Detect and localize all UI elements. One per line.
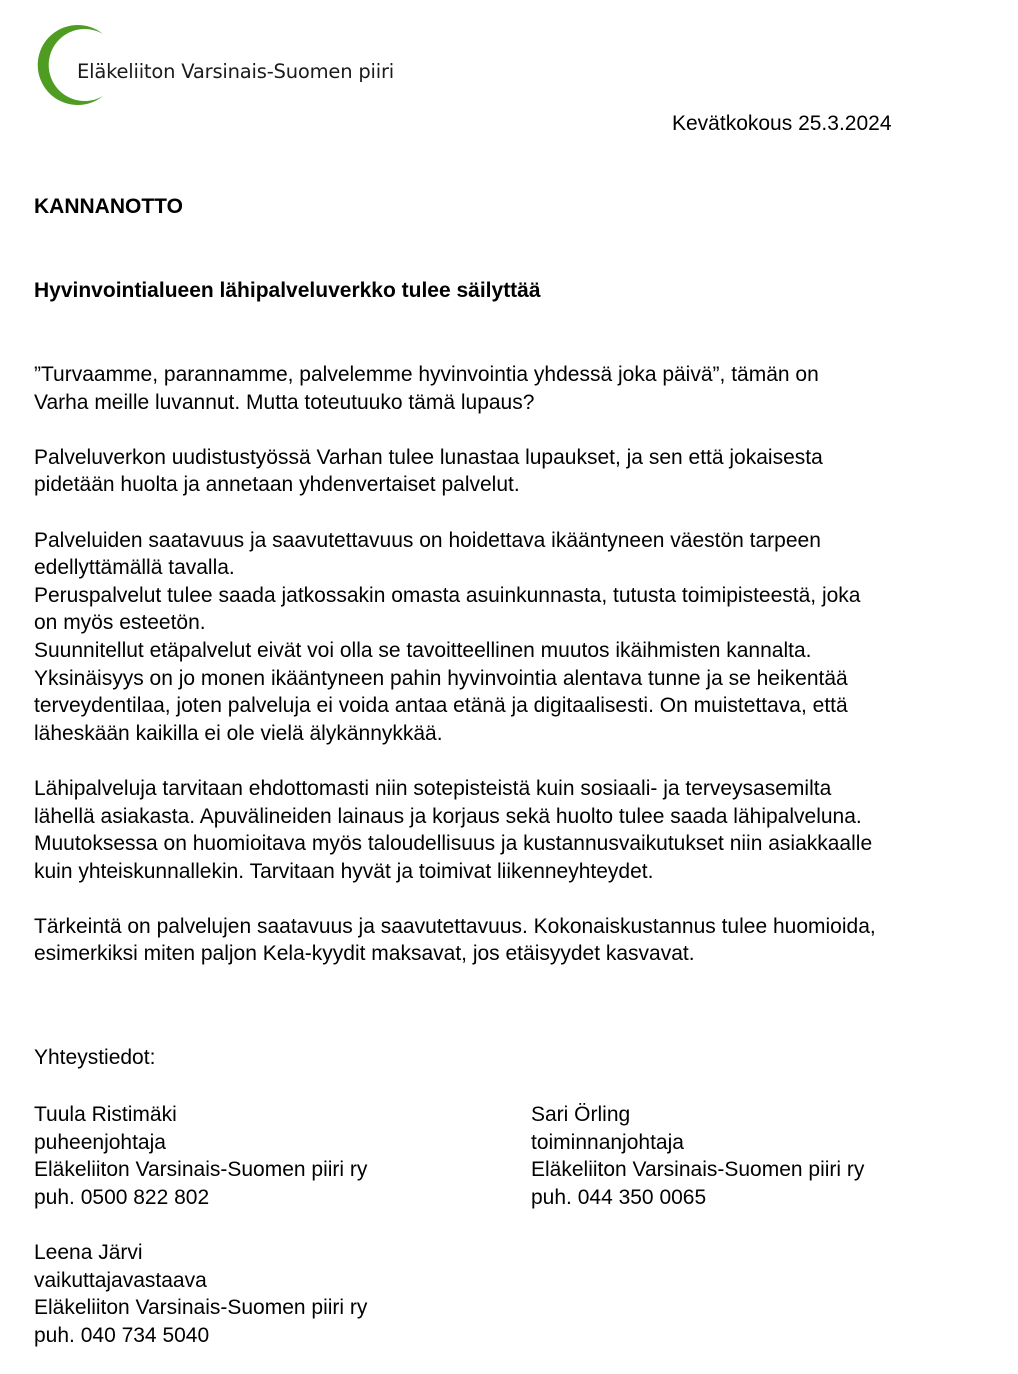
- meeting-date: Kevätkokous 25.3.2024: [672, 112, 892, 135]
- contact-organization: Eläkeliiton Varsinais-Suomen piiri ry: [531, 1158, 865, 1182]
- document-type: KANNANOTTO: [34, 195, 183, 218]
- text-line: edellyttämällä tavalla.: [34, 556, 235, 580]
- contact-phone: puh. 040 734 5040: [34, 1323, 210, 1347]
- contact-card: [531, 1101, 864, 1211]
- contact-role: vaikuttajavastaava: [34, 1268, 207, 1292]
- text-line: on myös esteetön.: [34, 611, 206, 635]
- paragraph-5: [34, 913, 1004, 968]
- text-line: pidetään huolta ja annetaan yhdenvertaiset palvelut.: [34, 473, 520, 497]
- document-headline: Hyvinvointialueen lähipalveluverkko tulee säilyttää: [34, 279, 541, 302]
- text-line: esimerkiksi miten paljon Kela-kyydit maksavat, jos etäisyydet kasvavat.: [34, 942, 695, 966]
- contact-card: [34, 1101, 367, 1211]
- text-line: Peruspalvelut tulee saada jatkossakin omasta asuinkunnasta, tutusta toimipisteestä, joka: [34, 583, 861, 607]
- contact-organization: Eläkeliiton Varsinais-Suomen piiri ry: [34, 1296, 368, 1320]
- text-line: Muutoksessa on huomioitava myös taloudellisuus ja kustannusvaikutukset niin asiakkaalle: [34, 832, 873, 856]
- contact-card: [34, 1239, 367, 1349]
- contact-role: toiminnanjohtaja: [531, 1130, 684, 1154]
- text-line: kuin yhteiskunnallekin. Tarvitaan hyvät ja toimivat liikenneyhteydet.: [34, 859, 654, 883]
- statement-body: [34, 361, 1004, 996]
- contact-role: puheenjohtaja: [34, 1130, 166, 1154]
- text-line: Palveluverkon uudistustyössä Varhan tulee lunastaa lupaukset, ja sen että jokaisesta: [34, 445, 823, 469]
- organization-name: Eläkeliiton Varsinais-Suomen piiri: [77, 60, 395, 83]
- paragraph-4: [34, 775, 1004, 885]
- contact-organization: Eläkeliiton Varsinais-Suomen piiri ry: [34, 1158, 368, 1182]
- paragraph-2: [34, 444, 1004, 499]
- paragraph-1: [34, 361, 1004, 416]
- text-line: lähellä asiakasta. Apuvälineiden lainaus ja korjaus sekä huolto tulee saada lähipalveluna.: [34, 804, 862, 828]
- contact-phone: puh. 0500 822 802: [34, 1185, 210, 1209]
- contact-name: Tuula Ristimäki: [34, 1103, 177, 1126]
- text-line: läheskään kaikilla ei ole vielä älykännykkää.: [34, 721, 443, 745]
- text-line: Yksinäisyys on jo monen ikääntyneen pahin hyvinvointia alentava tunne ja se heikentää: [34, 666, 848, 690]
- contact-phone: puh. 044 350 0065: [531, 1185, 707, 1209]
- text-line: Palveluiden saatavuus ja saavutettavuus on hoidettava ikääntyneen väestön tarpeen: [34, 528, 821, 552]
- text-line: Suunnitellut etäpalvelut eivät voi olla se tavoitteellinen muutos ikäihmisten kannalta.: [34, 638, 812, 662]
- contact-name: Leena Järvi: [34, 1241, 143, 1264]
- text-line: Tärkeintä on palvelujen saatavuus ja saavutettavuus. Kokonaiskustannus tulee huomioida,: [34, 914, 876, 938]
- text-line: terveydentilaa, joten palveluja ei voida antaa etänä ja digitaalisesti. On muistettava, että: [34, 694, 848, 718]
- contacts-heading: Yhteystiedot:: [34, 1046, 156, 1069]
- contact-name: Sari Örling: [531, 1103, 631, 1126]
- text-line: ”Turvaamme, parannamme, palvelemme hyvinvointia yhdessä joka päivä”, tämän on: [34, 363, 819, 386]
- paragraph-3: [34, 527, 1004, 748]
- text-line: Lähipalveluja tarvitaan ehdottomasti niin sotepisteistä kuin sosiaali- ja terveysasemilta: [34, 776, 832, 800]
- text-line: Varha meille luvannut. Mutta toteutuuko tämä lupaus?: [34, 390, 535, 414]
